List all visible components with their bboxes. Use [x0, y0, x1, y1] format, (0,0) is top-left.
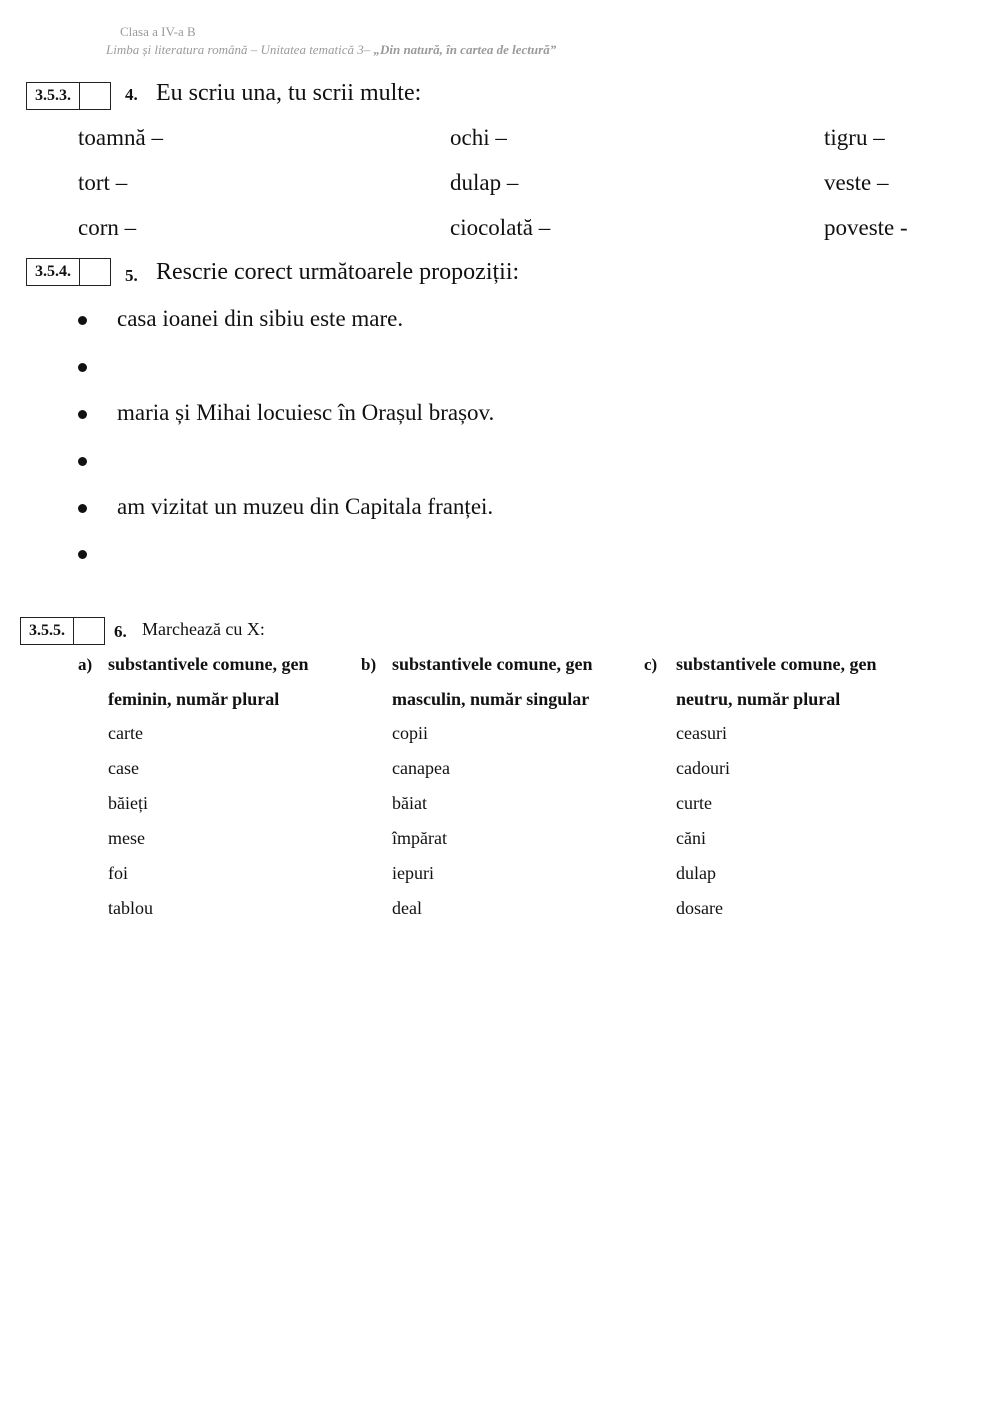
exercise6-code: 3.5.5.: [21, 618, 74, 644]
column-a-item[interactable]: carte: [108, 723, 143, 743]
column-c-item[interactable]: dosare: [676, 898, 723, 918]
exercise4-instruction: Eu scriu una, tu scrii multe:: [156, 80, 422, 106]
column-b-item[interactable]: împărat: [392, 828, 447, 848]
exercise4-number: 4.: [125, 85, 138, 104]
column-a-item[interactable]: tablou: [108, 898, 153, 918]
word-tigru: tigru –: [824, 125, 885, 150]
bullet-5: [78, 504, 87, 513]
column-a-item[interactable]: foi: [108, 863, 128, 883]
column-a-heading-line1: substantivele comune, gen: [108, 654, 309, 674]
column-a-letter: a): [78, 655, 93, 674]
exercise6-instruction: Marchează cu X:: [142, 619, 265, 639]
column-a-heading: [108, 647, 378, 717]
column-a-item[interactable]: case: [108, 758, 139, 778]
column-b-item[interactable]: băiat: [392, 793, 427, 813]
word-poveste: poveste -: [824, 215, 908, 240]
exercise6-number: 6.: [114, 622, 127, 641]
column-b-item[interactable]: iepuri: [392, 863, 434, 883]
column-c-item[interactable]: curte: [676, 793, 712, 813]
word-ochi: ochi –: [450, 125, 507, 150]
word-tort: tort –: [78, 170, 128, 195]
column-c-heading: [676, 647, 946, 717]
bullet-4: [78, 457, 87, 466]
exercise6-score-field[interactable]: [74, 618, 104, 644]
answer-line-1[interactable]: [117, 353, 917, 381]
column-b-item[interactable]: deal: [392, 898, 422, 918]
exercise4-code: 3.5.3.: [27, 83, 80, 109]
subject-line-prefix: Limba și literatura română – Unitatea tematică 3–: [106, 42, 374, 57]
class-line: Clasa a IV-a B: [120, 24, 196, 39]
word-veste: veste –: [824, 170, 889, 195]
word-dulap: dulap –: [450, 170, 519, 195]
subject-line-title: „Din natură, în cartea de lectură”: [373, 42, 557, 57]
column-b-letter: b): [361, 655, 377, 674]
exercise5-score-field[interactable]: [80, 259, 110, 285]
column-c-letter: c): [644, 655, 658, 674]
bullet-1: [78, 316, 87, 325]
bullet-2: [78, 363, 87, 372]
column-c-heading-line1: substantivele comune, gen: [676, 654, 877, 674]
word-toamna: toamnă –: [78, 125, 163, 150]
sentence-2: maria și Mihai locuiesc în Orașul brașov.: [117, 400, 495, 425]
column-b-heading-line2: masculin, număr singular: [392, 689, 590, 709]
column-b-heading: [392, 647, 662, 717]
column-b-heading-line1: substantivele comune, gen: [392, 654, 593, 674]
column-b-item[interactable]: copii: [392, 723, 428, 743]
word-corn: corn –: [78, 215, 137, 240]
exercise5-number: 5.: [125, 266, 138, 285]
bullet-3: [78, 410, 87, 419]
column-a-heading-line2: feminin, număr plural: [108, 689, 280, 709]
answer-line-3[interactable]: [117, 540, 917, 568]
exercise5-code-box: [26, 258, 111, 286]
sentence-1: casa ioanei din sibiu este mare.: [117, 306, 404, 331]
column-c-heading-line2: neutru, număr plural: [676, 689, 841, 709]
exercise5-instruction: Rescrie corect următoarele propoziții:: [156, 259, 520, 285]
column-b-item[interactable]: canapea: [392, 758, 450, 778]
column-c-item[interactable]: căni: [676, 828, 706, 848]
column-a-item[interactable]: mese: [108, 828, 145, 848]
answer-line-2[interactable]: [117, 447, 917, 475]
bullet-6: [78, 550, 87, 559]
column-c-item[interactable]: cadouri: [676, 758, 730, 778]
word-ciocolata: ciocolată –: [450, 215, 551, 240]
sentence-3: am vizitat un muzeu din Capitala franței.: [117, 494, 494, 519]
exercise5-code: 3.5.4.: [27, 259, 80, 285]
column-c-item[interactable]: ceasuri: [676, 723, 727, 743]
subject-line: [106, 42, 556, 58]
exercise6-code-box: [20, 617, 105, 645]
column-a-item[interactable]: băieți: [108, 793, 148, 813]
exercise4-score-field[interactable]: [80, 83, 110, 109]
exercise4-code-box: [26, 82, 111, 110]
column-c-item[interactable]: dulap: [676, 863, 716, 883]
